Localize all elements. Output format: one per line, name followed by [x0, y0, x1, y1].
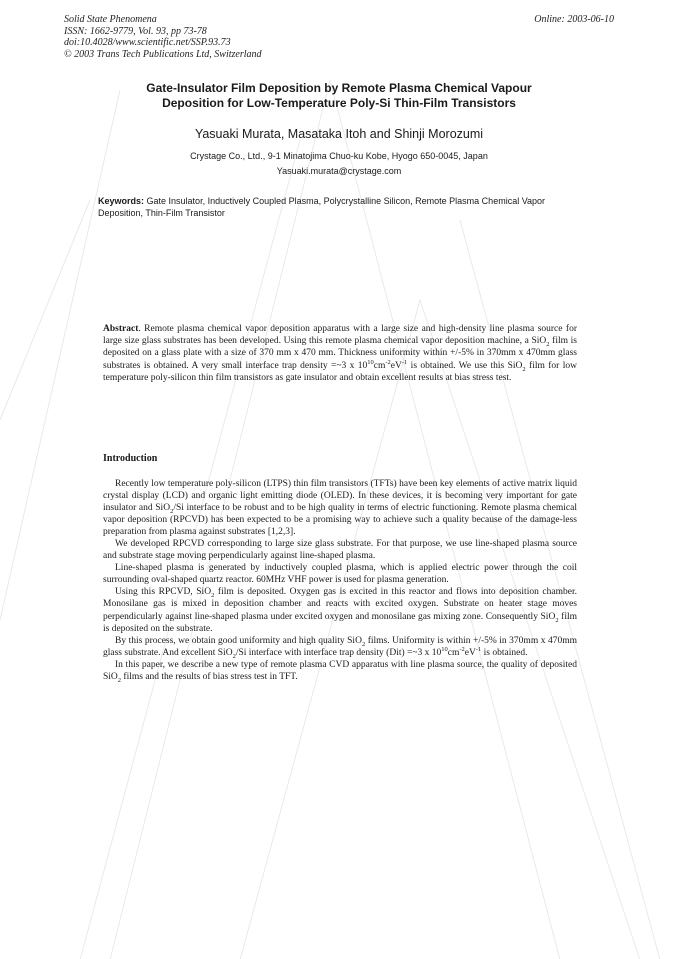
- paragraph: By this process, we obtain good uniformity and high quality SiO$_2$ films. Uniformity is within +/-5% in 370mm x 470mm glass substrate. And excellent SiO$_2$/Si interface with interface trap density (Dit) =~3 x $10^{10}cm^{-2}eV^{-1}$ is obtained.: [103, 635, 577, 660]
- author-email[interactable]: Yasuaki.murata@crystage.com: [276, 166, 402, 176]
- keywords-text: Gate Insulator, Inductively Coupled Plasma, Polycrystalline Silicon, Remote Plasma Chemical Vapor Deposition, Thin-Film Transistor: [98, 196, 546, 218]
- title-line-1: Gate-Insulator Film Deposition by Remote Plasma Chemical Vapour: [146, 81, 532, 95]
- paragraph: Line-shaped plasma is generated by inductively coupled plasma, which is applied electric power through the coil surrounding oval-shaped quartz reactor. 60MHz VHF power is used for plasma generation.: [103, 563, 577, 586]
- paragraph: Recently low temperature poly-silicon (LTPS) thin film transistors (TFTs) have been key elements of active matrix liquid crystal display (LCD) and organic light emitting diode (OLED). In these devices, it is becoming very important for gate insulator and SiO$_2$/Si interface to be robust and to be high quality in terms of electric functioning. Remote plasma chemical vapor deposition (RPCVD) has been expected to be a promising way to achieve such a quality because of the damage-less preparation from plasma against substrates [1,2,3].: [103, 479, 577, 538]
- copyright-line: © 2003 Trans Tech Publications Ltd, Switzerland: [64, 48, 262, 60]
- doi-link[interactable]: doi:10.4028/www.scientific.net/SSP.93.73: [64, 37, 231, 48]
- paragraph: We developed RPCVD corresponding to large size glass substrate. For that purpose, we use line-shaped plasma source and substrate stage moving perpendicularly against line-shaped plasma.: [103, 539, 577, 562]
- journal-header: [64, 14, 262, 60]
- introduction-heading: Introduction: [103, 453, 158, 464]
- paper-title: [80, 81, 598, 111]
- issn-line: ISSN: 1662-9779, Vol. 93, pp 73-78: [64, 25, 207, 37]
- journal-name: Solid State Phenomena: [64, 14, 157, 25]
- affiliation-address: Crystage Co., Ltd., 9-1 Minatojima Chuo-ku Kobe, Hyogo 650-0045, Japan: [190, 151, 488, 161]
- introduction-body: [103, 478, 577, 683]
- title-line-2: Deposition for Low-Temperature Poly-Si Thin-Film Transistors: [162, 96, 516, 110]
- affiliation: [0, 149, 678, 179]
- online-date: Online: 2003-06-10: [534, 14, 614, 25]
- keywords-block: [98, 195, 582, 219]
- paragraph: Using this RPCVD, SiO$_2$ film is deposited. Oxygen gas is excited in this reactor and flows into deposition chamber. Monosilane gas is mixed in deposition chamber and reacts with excited oxygen. Substrate on heater stage moves perpendicularly against line-shaped plasma under excited oxygen and monosilane gas mixing zone. Consequently SiO$_2$ film is deposited on the substrate.: [103, 587, 577, 634]
- paragraph: In this paper, we describe a new type of remote plasma CVD apparatus with line plasma source, the quality of deposited SiO$_2$ films and the results of bias stress test in TFT.: [103, 659, 577, 684]
- abstract-label: Abstract: [103, 324, 139, 334]
- keywords-label: Keywords:: [98, 196, 145, 206]
- abstract-block: Abstract. Remote plasma chemical vapor deposition apparatus with a large size and high-density line plasma source for large size glass substrates has been developed. Using this remote plasma chemical vapor deposition machine, a SiO$_2$ film is deposited on a glass plate with a size of 370 mm x 470 mm. Thickness uniformity within +/-5% in 370mm x 470mm glass substrates is obtained. A very small interface trap density =~3 x $10^{10}cm^{-2}eV^{-1}$ is obtained. We use this SiO$_2$ film for low temperature poly-silicon thin film transistors as gate insulator and obtain excellent results at bias stress test.: [103, 324, 577, 383]
- author-list: Yasuaki Murata, Masataka Itoh and Shinji Morozumi: [194, 127, 484, 141]
